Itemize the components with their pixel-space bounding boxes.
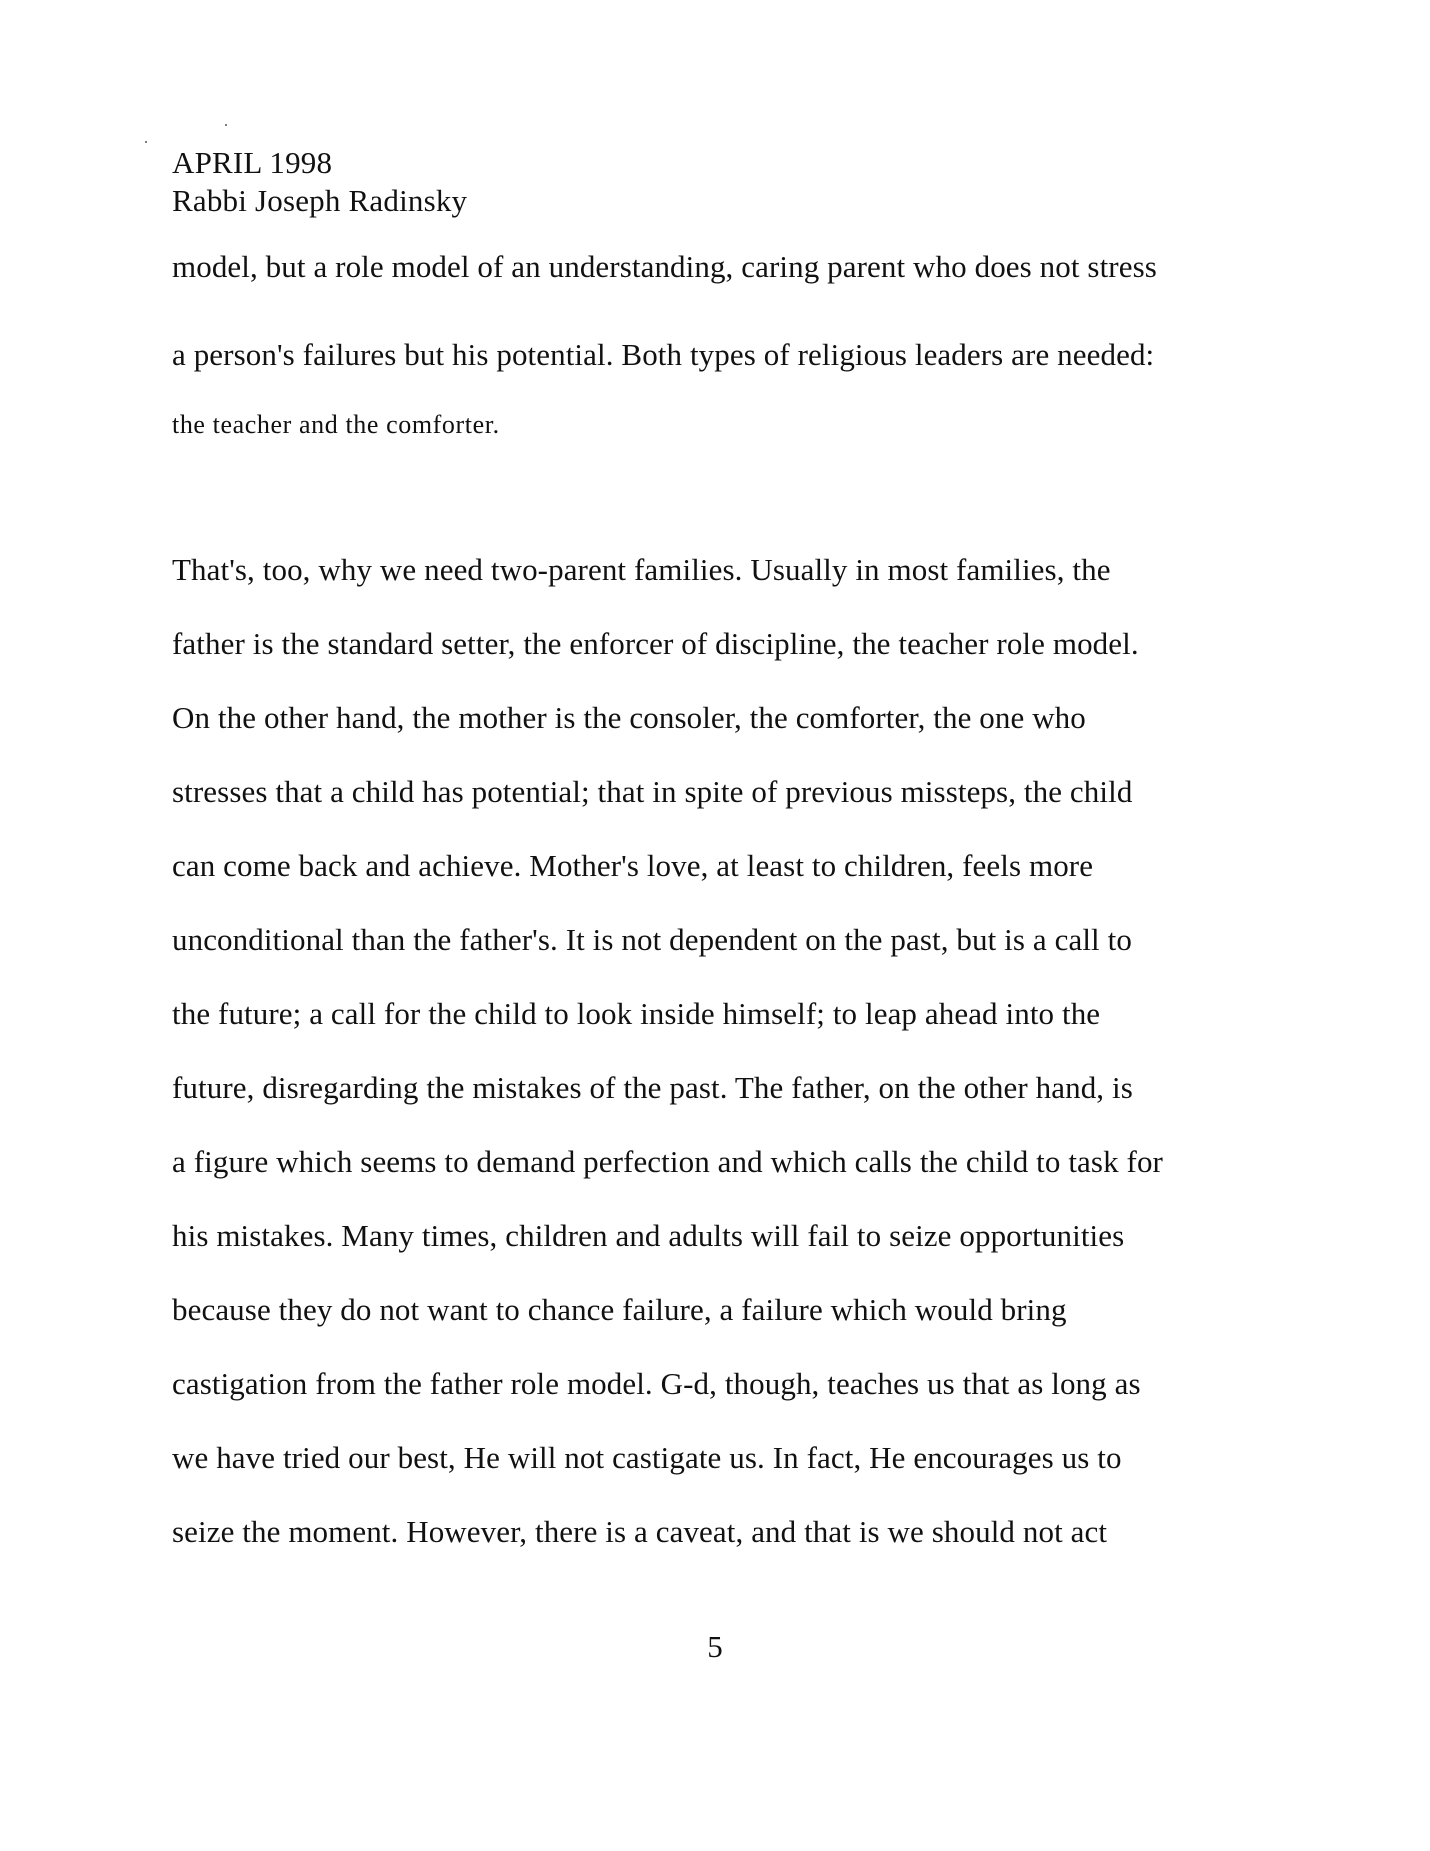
page-number: 5 <box>707 1629 723 1664</box>
text-line: castigation from the father role model. G-d, though, teaches us that as long as <box>172 1366 1141 1401</box>
text-line: a person's failures but his potential. Both types of religious leaders are needed: <box>172 337 1155 372</box>
header-date: APRIL 1998 <box>172 145 333 180</box>
text-line: stresses that a child has potential; that in spite of previous missteps, the child <box>172 774 1133 809</box>
text-line: the teacher and the comforter. <box>172 410 500 439</box>
page-header <box>172 144 467 220</box>
text-line: a figure which seems to demand perfection and which calls the child to task for <box>172 1144 1163 1179</box>
text-line: father is the standard setter, the enforcer of discipline, the teacher role model. <box>172 626 1139 661</box>
text-line: model, but a role model of an understanding, caring parent who does not stress <box>172 249 1157 284</box>
text-line: On the other hand, the mother is the consoler, the comforter, the one who <box>172 700 1086 735</box>
scan-speck <box>225 124 227 126</box>
text-line: we have tried our best, He will not castigate us. In fact, He encourages us to <box>172 1440 1122 1475</box>
text-line: can come back and achieve. Mother's love, at least to children, feels more <box>172 848 1094 883</box>
text-line: the future; a call for the child to look inside himself; to leap ahead into the <box>172 996 1101 1031</box>
text-line: because they do not want to chance failure, a failure which would bring <box>172 1292 1067 1327</box>
text-line: unconditional than the father's. It is not dependent on the past, but is a call to <box>172 922 1132 957</box>
text-line: future, disregarding the mistakes of the past. The father, on the other hand, is <box>172 1070 1133 1105</box>
text-line: his mistakes. Many times, children and adults will fail to seize opportunities <box>172 1218 1125 1253</box>
scan-speck <box>145 141 147 143</box>
header-author: Rabbi Joseph Radinsky <box>172 183 468 218</box>
text-line: That's, too, why we need two-parent families. Usually in most families, the <box>172 552 1111 587</box>
text-line: seize the moment. However, there is a caveat, and that is we should not act <box>172 1514 1108 1549</box>
